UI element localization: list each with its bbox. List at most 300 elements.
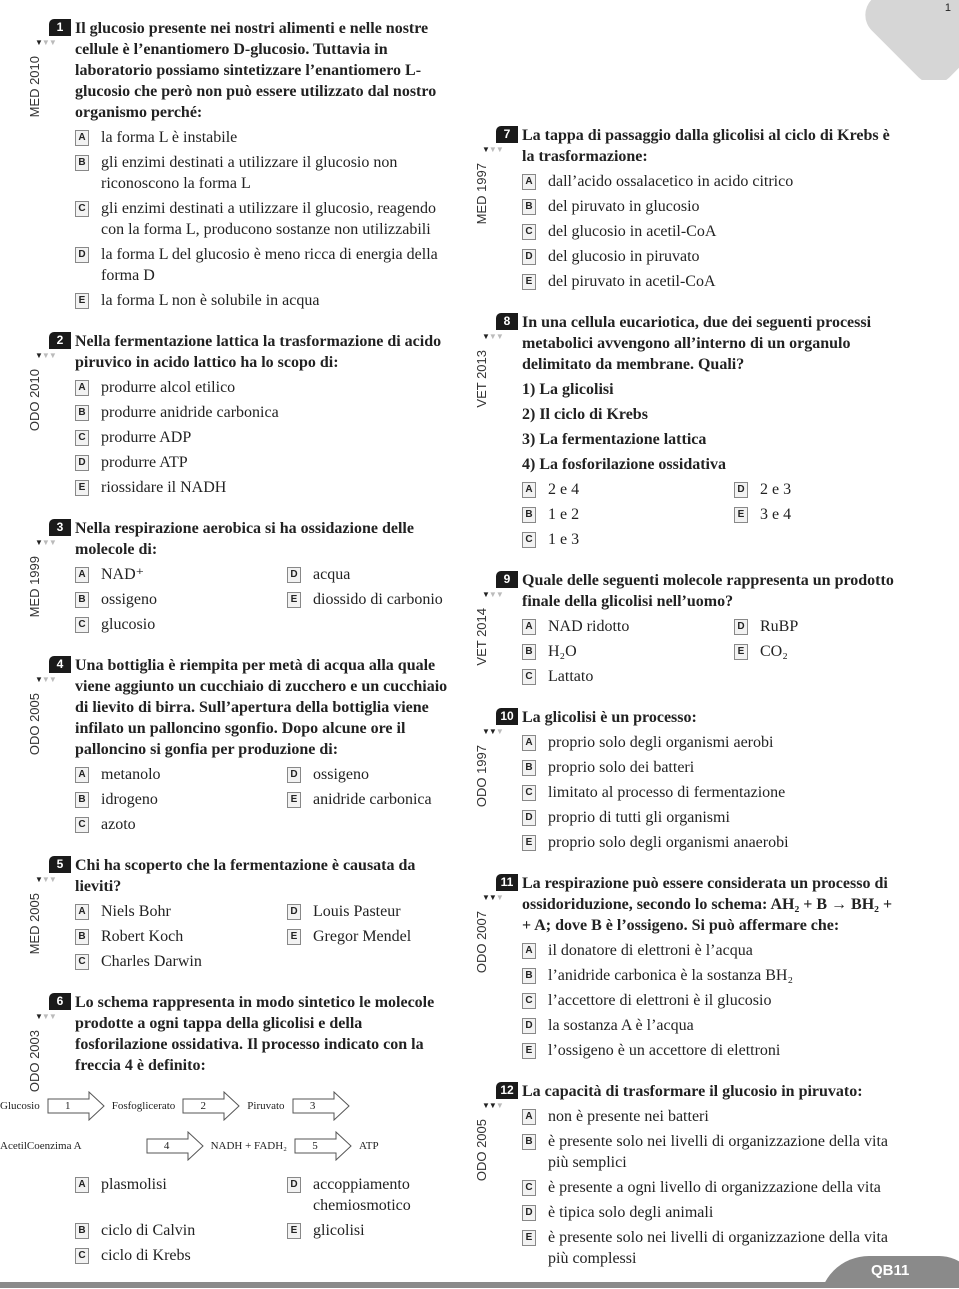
answer-option-c[interactable]	[75, 951, 287, 972]
option-text: proprio solo dei batteri	[548, 759, 695, 776]
option-letter-box: A	[522, 943, 536, 959]
difficulty-indicator	[482, 1102, 503, 1110]
difficulty-triangle-icon: ▼	[495, 332, 503, 341]
question-7	[474, 125, 902, 296]
option-text: proprio di tutti gli organismi	[548, 809, 730, 826]
answer-option-d[interactable]	[287, 764, 457, 785]
option-letter-box: E	[287, 929, 301, 945]
option-letter-box: C	[75, 1248, 89, 1264]
option-letter-box: E	[522, 1043, 536, 1059]
answer-option-c[interactable]	[522, 1177, 902, 1198]
question-stem: Il glucosio presente nei nostri alimenti e nelle nostre cellule è l’enantiomero D-glucosio. Tuttavia in laboratorio possiamo sintetizzare l’enantiomero L-glucosio che però non può essere utilizzato dal nostro organismo perché:	[75, 20, 437, 121]
difficulty-triangle-icon: ▼	[48, 675, 56, 684]
answer-option-e[interactable]	[75, 477, 457, 498]
option-text: NAD⁺	[101, 566, 145, 583]
difficulty-indicator	[482, 146, 503, 154]
option-letter-box: D	[522, 1205, 536, 1221]
answer-option-e[interactable]	[522, 271, 902, 292]
difficulty-triangle-icon: ▼	[35, 38, 42, 47]
question-8	[474, 312, 902, 554]
option-text: acqua	[313, 566, 351, 583]
option-letter-box: D	[522, 810, 536, 826]
answer-option-c[interactable]	[75, 427, 457, 448]
option-letter-box: A	[75, 130, 89, 146]
option-letter-box: D	[287, 767, 301, 783]
option-text: gli enzimi destinati a utilizzare il glucosio non riconoscono la forma L	[101, 154, 398, 192]
option-text: ossigeno	[313, 766, 369, 783]
question-stem: La respirazione può essere considerata un processo di ossidoriduzione, secondo lo schema: AH₂ + B → BH₂ + + A; dove B è l’ossigeno. Si può affermare che:	[522, 875, 893, 934]
option-letter-box: A	[75, 904, 89, 920]
question-6	[0, 992, 457, 1270]
option-letter-box: E	[75, 480, 89, 496]
diagram-arrow	[294, 1131, 352, 1161]
question-number-badge: 7 ▼▼▼	[482, 126, 518, 146]
option-text: l’anidride carbonica è la sostanza BH₂	[548, 967, 794, 984]
difficulty-triangle-icon: ▼	[48, 351, 56, 360]
difficulty-triangle-icon: ▼	[488, 727, 496, 736]
option-letter-box: A	[522, 735, 536, 751]
difficulty-triangle-icon: ▼	[35, 1012, 42, 1021]
answer-option-c[interactable]	[522, 666, 734, 687]
answer-option-d[interactable]	[522, 807, 902, 828]
option-text: Louis Pasteur	[313, 903, 401, 920]
answer-option-a[interactable]	[75, 901, 287, 922]
difficulty-indicator	[482, 591, 503, 599]
option-text: ciclo di Calvin	[101, 1222, 196, 1239]
answer-option-b[interactable]	[75, 789, 287, 810]
question-stem: Nella fermentazione lattica la trasformazione di acido piruvico in acido lattico ha lo scopo di:	[75, 333, 442, 371]
question-1	[27, 18, 457, 315]
answer-options	[522, 732, 902, 857]
option-letter-box: A	[522, 482, 536, 498]
option-text: diossido di carbonio	[313, 591, 443, 608]
answer-options	[522, 479, 902, 554]
option-letter-box: A	[522, 1109, 536, 1125]
difficulty-triangle-icon: ▼	[488, 332, 496, 341]
answer-option-c[interactable]	[75, 814, 287, 835]
option-letter-box: D	[287, 567, 301, 583]
option-text: glicolisi	[313, 1222, 365, 1239]
diagram-row	[0, 1086, 380, 1126]
answer-option-a[interactable]	[522, 171, 902, 192]
arrow-label: 1	[64, 1100, 71, 1112]
difficulty-triangle-icon: ▼	[482, 727, 489, 736]
option-text: produrre ATP	[101, 454, 188, 471]
question-source: ODO 1997	[474, 745, 489, 808]
option-text: il donatore di elettroni è l’acqua	[548, 942, 753, 959]
option-text: NAD ridotto	[548, 618, 630, 635]
difficulty-triangle-icon: ▼	[41, 351, 49, 360]
diagram-node: Fosfoglicerato	[111, 1100, 176, 1112]
diagram-node: NADH + FADH₂	[210, 1140, 288, 1152]
option-letter-box: D	[734, 482, 748, 498]
question-number-badge: 4 ▼▼▼	[35, 656, 71, 676]
option-letter-box: D	[287, 904, 301, 920]
question-stem: Quale delle seguenti molecole rappresenta un prodotto finale della glicolisi nell’uomo?	[522, 572, 894, 610]
answer-option-d[interactable]	[522, 1015, 902, 1036]
option-text: limitato al processo di fermentazione	[548, 784, 786, 801]
option-text: è tipica solo degli animali	[548, 1204, 714, 1221]
page-corner-number: 1	[944, 2, 951, 14]
option-letter-box: B	[75, 792, 89, 808]
question-source: VET 2013	[474, 350, 489, 408]
diagram-node: Glucosio	[0, 1100, 40, 1112]
question-stem: La tappa di passaggio dalla glicolisi al ciclo di Krebs è la trasformazione:	[522, 127, 890, 165]
option-text: accoppiamento chemiosmotico	[313, 1176, 411, 1214]
question-source: ODO 2007	[474, 911, 489, 974]
question-source: MED 2005	[27, 893, 42, 955]
page-corner	[839, 0, 959, 80]
question-stem: La capacità di trasformare il glucosio in piruvato:	[522, 1083, 863, 1100]
answer-option-a[interactable]	[522, 479, 734, 500]
option-letter-box: E	[522, 274, 536, 290]
answer-option-e[interactable]	[522, 1040, 902, 1061]
left-column	[0, 18, 457, 1286]
option-text: glucosio	[101, 616, 156, 633]
difficulty-triangle-icon: ▼	[482, 590, 489, 599]
option-letter-box: A	[522, 619, 536, 635]
answer-option-a[interactable]	[522, 616, 734, 637]
difficulty-triangle-icon: ▼	[35, 538, 42, 547]
answer-option-a[interactable]	[522, 940, 902, 961]
answer-option-b[interactable]	[75, 926, 287, 947]
answer-option-c[interactable]	[522, 782, 902, 803]
answer-option-b[interactable]	[522, 641, 734, 662]
option-letter-box: D	[75, 247, 89, 263]
option-letter-box: A	[75, 767, 89, 783]
answer-option-b[interactable]	[522, 504, 734, 525]
answer-option-c[interactable]	[522, 221, 902, 242]
answer-option-b[interactable]	[75, 589, 287, 610]
option-letter-box: E	[734, 507, 748, 523]
diagram-row	[0, 1126, 380, 1166]
question-12	[474, 1081, 902, 1273]
answer-option-a[interactable]	[75, 764, 287, 785]
option-letter-box: D	[75, 455, 89, 471]
option-text: produrre ADP	[101, 429, 192, 446]
footer-tab-label: QB11	[871, 1262, 910, 1279]
page-corner-tab	[856, 0, 959, 80]
arrow-label: 3	[309, 1100, 316, 1112]
difficulty-indicator	[35, 676, 56, 684]
answer-option-e[interactable]	[287, 926, 457, 947]
difficulty-indicator	[482, 894, 503, 902]
option-text: 1 e 2	[548, 506, 580, 523]
right-column	[474, 125, 902, 1289]
option-letter-box: D	[522, 249, 536, 265]
option-letter-box: C	[522, 669, 536, 685]
numbered-item: 4) La fosforilazione ossidativa	[522, 456, 726, 473]
difficulty-triangle-icon: ▼	[482, 893, 489, 902]
answer-option-c[interactable]	[522, 529, 734, 550]
answer-option-d[interactable]	[287, 1174, 457, 1216]
question-stem: La glicolisi è un processo:	[522, 709, 697, 726]
numbered-item: 3) La fermentazione lattica	[522, 431, 707, 448]
question-2	[27, 331, 457, 502]
difficulty-triangle-icon: ▼	[48, 1012, 56, 1021]
option-letter-box: E	[734, 644, 748, 660]
option-letter-box: D	[522, 1018, 536, 1034]
question-source: MED 2010	[27, 56, 42, 118]
answer-option-a[interactable]	[75, 1174, 287, 1216]
question-5	[27, 855, 457, 976]
option-letter-box: C	[75, 817, 89, 833]
option-letter-box: E	[522, 835, 536, 851]
answer-option-b[interactable]	[75, 402, 457, 423]
option-text: produrre alcol etilico	[101, 379, 236, 396]
difficulty-triangle-icon: ▼	[495, 727, 503, 736]
difficulty-indicator	[35, 539, 56, 547]
option-text: è presente solo nei livelli di organizzazione della vita più complessi	[548, 1229, 889, 1267]
question-number-badge: 11 ▼▼▼	[482, 874, 518, 894]
answer-options	[75, 377, 457, 502]
diagram-arrow	[146, 1131, 204, 1161]
difficulty-triangle-icon: ▼	[488, 1101, 496, 1110]
option-text: dall’acido ossalacetico in acido citrico	[548, 173, 794, 190]
footer-bar	[0, 1282, 840, 1288]
option-letter-box: C	[75, 954, 89, 970]
question-stem: Nella respirazione aerobica si ha ossidazione delle molecole di:	[75, 520, 414, 558]
option-text: Charles Darwin	[101, 953, 202, 970]
option-text: RuBP	[760, 618, 799, 635]
question-source: ODO 2010	[27, 369, 42, 432]
difficulty-triangle-icon: ▼	[41, 538, 49, 547]
option-text: del glucosio in piruvato	[548, 248, 700, 265]
option-letter-box: B	[75, 592, 89, 608]
option-letter-box: B	[75, 405, 89, 421]
difficulty-triangle-icon: ▼	[482, 1101, 489, 1110]
answer-option-b[interactable]	[75, 152, 457, 194]
question-10	[474, 707, 902, 857]
question-number-badge: 9 ▼▼▼	[482, 571, 518, 591]
answer-options	[522, 616, 902, 691]
option-letter-box: C	[522, 224, 536, 240]
answer-options	[75, 764, 457, 839]
diagram-arrow	[47, 1091, 105, 1121]
answer-option-c[interactable]	[75, 198, 457, 240]
question-3	[27, 518, 457, 639]
option-letter-box: B	[75, 1223, 89, 1239]
option-letter-box: C	[75, 617, 89, 633]
answer-option-c[interactable]	[75, 614, 287, 635]
answer-option-d[interactable]	[287, 564, 457, 585]
option-letter-box: C	[522, 785, 536, 801]
answer-option-d[interactable]	[287, 901, 457, 922]
numbered-item: 1) La glicolisi	[522, 381, 614, 398]
difficulty-triangle-icon: ▼	[495, 1101, 503, 1110]
option-letter-box: E	[287, 592, 301, 608]
answer-option-e[interactable]	[734, 504, 902, 525]
option-text: plasmolisi	[101, 1176, 167, 1193]
option-letter-box: E	[287, 792, 301, 808]
difficulty-indicator	[35, 352, 56, 360]
option-text: riossidare il NADH	[101, 479, 227, 496]
option-letter-box: D	[287, 1177, 301, 1193]
option-letter-box: A	[75, 567, 89, 583]
option-text: l’accettore di elettroni è il glucosio	[548, 992, 772, 1009]
difficulty-triangle-icon: ▼	[482, 145, 489, 154]
difficulty-indicator	[482, 333, 503, 341]
difficulty-triangle-icon: ▼	[41, 38, 49, 47]
answer-option-b[interactable]	[75, 1220, 287, 1241]
answer-option-c[interactable]	[522, 990, 902, 1011]
option-letter-box: C	[522, 993, 536, 1009]
difficulty-triangle-icon: ▼	[48, 38, 56, 47]
question-number-badge: 2 ▼▼▼	[35, 332, 71, 352]
answer-option-d[interactable]	[734, 616, 902, 637]
answer-option-b[interactable]	[522, 757, 902, 778]
answer-option-b[interactable]	[522, 1131, 902, 1173]
difficulty-triangle-icon: ▼	[495, 590, 503, 599]
option-text: 2 e 3	[760, 481, 792, 498]
question-stem: Lo schema rappresenta in modo sintetico le molecole prodotte a ogni tappa della glicolisi e della fosforilazione ossidativa. Il processo indicato con la freccia 4 è definito:	[75, 994, 435, 1074]
option-letter-box: D	[734, 619, 748, 635]
option-text: proprio solo degli organismi aerobi	[548, 734, 774, 751]
answer-option-d[interactable]	[75, 452, 457, 473]
option-text: 3 e 4	[760, 506, 792, 523]
arrow-label: 2	[200, 1100, 207, 1112]
answer-option-a[interactable]	[75, 377, 457, 398]
difficulty-triangle-icon: ▼	[488, 893, 496, 902]
option-letter-box: B	[522, 968, 536, 984]
question-source: VET 2014	[474, 608, 489, 666]
option-text: gli enzimi destinati a utilizzare il glucosio, reagendo con la forma L, producono sostanze non utilizzabili	[101, 200, 436, 238]
option-text: del piruvato in acetil-CoA	[548, 273, 716, 290]
answer-option-a[interactable]	[75, 564, 287, 585]
question-source: ODO 2005	[474, 1119, 489, 1182]
option-text: ossigeno	[101, 591, 157, 608]
option-letter-box: C	[522, 1180, 536, 1196]
question-source: ODO 2005	[27, 693, 42, 756]
option-text: Niels Bohr	[101, 903, 171, 920]
answer-option-d[interactable]	[734, 479, 902, 500]
option-text: Gregor Mendel	[313, 928, 412, 945]
option-letter-box: C	[522, 532, 536, 548]
question-stem: Una bottiglia è riempita per metà di acqua alla quale viene aggiunto un cucchiaio di zucchero e un cucchiaio di lievito di birra. Sull’apertura della bottiglia viene infilato un palloncino sgonfio. Dopo alcune ore il palloncino si gonfia per produzione di:	[75, 657, 448, 758]
difficulty-indicator	[35, 876, 56, 884]
option-text: CO₂	[760, 643, 788, 660]
option-text: non è presente nei batteri	[548, 1108, 709, 1125]
option-letter-box: E	[522, 1230, 536, 1246]
difficulty-triangle-icon: ▼	[495, 893, 503, 902]
answer-option-e[interactable]	[287, 589, 457, 610]
answer-option-e[interactable]	[734, 641, 902, 662]
question-number-badge: 1 ▼▼▼	[35, 19, 71, 39]
answer-option-a[interactable]	[75, 127, 457, 148]
diagram-arrow	[182, 1091, 240, 1121]
option-letter-box: B	[522, 1134, 536, 1150]
answer-option-e[interactable]	[75, 290, 457, 311]
question-number-badge: 12 ▼▼▼	[482, 1082, 518, 1102]
footer	[0, 1250, 959, 1288]
difficulty-triangle-icon: ▼	[482, 332, 489, 341]
option-letter-box: B	[75, 929, 89, 945]
answer-option-d[interactable]	[75, 244, 457, 286]
difficulty-triangle-icon: ▼	[35, 875, 42, 884]
numbered-item: 2) Il ciclo di Krebs	[522, 406, 648, 423]
process-diagram	[0, 1086, 380, 1166]
option-letter-box: A	[75, 1177, 89, 1193]
answer-option-d[interactable]	[522, 1202, 902, 1223]
option-text: metanolo	[101, 766, 161, 783]
diagram-arrow	[292, 1091, 350, 1121]
option-text: l’ossigeno è un accettore di elettroni	[548, 1042, 781, 1059]
answer-option-e[interactable]	[287, 789, 457, 810]
option-letter-box: B	[522, 199, 536, 215]
option-text: la sostanza A è l’acqua	[548, 1017, 694, 1034]
option-text: è presente solo nei livelli di organizzazione della vita più semplici	[548, 1133, 889, 1171]
option-text: è presente a ogni livello di organizzazione della vita	[548, 1179, 881, 1196]
option-text: proprio solo degli organismi anaerobi	[548, 834, 789, 851]
option-letter-box: B	[75, 155, 89, 171]
question-number-badge: 3 ▼▼▼	[35, 519, 71, 539]
option-letter-box: A	[522, 174, 536, 190]
difficulty-indicator	[482, 728, 503, 736]
option-text: del piruvato in glucosio	[548, 198, 700, 215]
option-letter-box: B	[522, 760, 536, 776]
option-text: anidride carbonica	[313, 791, 432, 808]
footer-tab	[819, 1256, 959, 1288]
option-text: la forma L non è solubile in acqua	[101, 292, 320, 309]
option-text: H₂O	[548, 643, 577, 660]
diagram-node: Piruvato	[247, 1100, 285, 1112]
difficulty-triangle-icon: ▼	[48, 875, 56, 884]
option-text: produrre anidride carbonica	[101, 404, 279, 421]
option-text: la forma L del glucosio è meno ricca di energia della forma D	[101, 246, 438, 284]
question-stem: Chi ha scoperto che la fermentazione è causata da lieviti?	[75, 857, 416, 895]
option-text: idrogeno	[101, 791, 158, 808]
answer-option-d[interactable]	[522, 246, 902, 267]
difficulty-triangle-icon: ▼	[48, 538, 56, 547]
question-number-badge: 10 ▼▼▼	[482, 708, 518, 728]
question-9	[474, 570, 902, 691]
answer-options	[75, 901, 457, 976]
option-text: Robert Koch	[101, 928, 184, 945]
option-letter-box: B	[522, 507, 536, 523]
option-text: azoto	[101, 816, 136, 833]
answer-option-b[interactable]	[522, 196, 902, 217]
option-letter-box: C	[75, 430, 89, 446]
question-4	[27, 655, 457, 839]
option-letter-box: B	[522, 644, 536, 660]
difficulty-triangle-icon: ▼	[41, 1012, 49, 1021]
answer-option-a[interactable]	[522, 732, 902, 753]
question-source: MED 1997	[474, 163, 489, 225]
option-text: del glucosio in acetil-CoA	[548, 223, 717, 240]
answer-option-b[interactable]	[522, 965, 902, 986]
option-text: Lattato	[548, 668, 594, 685]
answer-option-a[interactable]	[522, 1106, 902, 1127]
answer-options	[522, 1106, 902, 1273]
difficulty-triangle-icon: ▼	[488, 590, 496, 599]
answer-options	[75, 127, 457, 315]
answer-option-e[interactable]	[287, 1220, 457, 1241]
question-number-badge: 6 ▼▼▼	[35, 993, 71, 1013]
option-text: 1 e 3	[548, 531, 580, 548]
option-letter-box: C	[75, 201, 89, 217]
difficulty-triangle-icon: ▼	[495, 145, 503, 154]
answer-option-e[interactable]	[522, 832, 902, 853]
answer-options	[522, 171, 902, 296]
option-text: la forma L è instabile	[101, 129, 238, 146]
answer-options	[522, 940, 902, 1065]
option-letter-box: E	[75, 293, 89, 309]
option-letter-box: A	[75, 380, 89, 396]
arrow-label: 5	[312, 1140, 318, 1152]
difficulty-triangle-icon: ▼	[35, 675, 42, 684]
question-number-badge: 8 ▼▼▼	[482, 313, 518, 333]
option-text: 2 e 4	[548, 481, 580, 498]
